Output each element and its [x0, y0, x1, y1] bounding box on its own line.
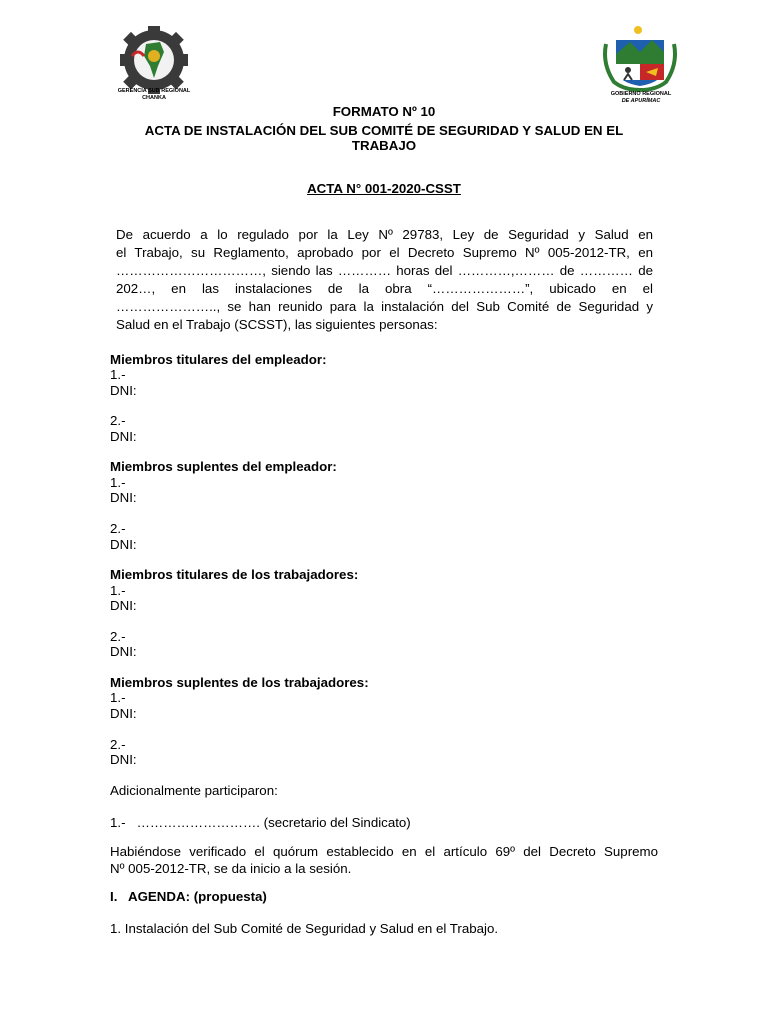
intro-paragraph [116, 226, 653, 334]
agenda-item: 1. Instalación del Sub Comité de Seguridad y Salud en el Trabajo. [110, 921, 499, 936]
gobierno-regional-logo [600, 24, 682, 108]
entry-number: 1.- [110, 367, 126, 382]
quorum-paragraph [110, 843, 658, 877]
entry-number: 1.- [110, 583, 126, 598]
entry-dni: DNI: [110, 537, 137, 552]
gerencia-sub-regional-logo [112, 26, 196, 108]
section-heading: Miembros suplentes de los trabajadores: [110, 675, 369, 690]
section-heading: Miembros titulares de los trabajadores: [110, 567, 359, 582]
logo-caption-line1: GERENCIA SUB REGIONAL [117, 88, 191, 94]
entry-number: 2.- [110, 629, 126, 644]
entry-number: 1.- [110, 690, 126, 705]
intro-line: el Trabajo, su Reglamento, aprobado por el Decreto Supremo Nº 005-2012-TR, en [116, 245, 653, 260]
entry-dni: DNI: [110, 644, 137, 659]
entry-dni: DNI: [110, 429, 137, 444]
logo-caption-line2: CHANKA [142, 95, 166, 101]
formato-number: FORMATO Nº 10 [332, 104, 436, 119]
regional-coat-of-arms-icon [600, 24, 682, 92]
additional-participant-item: 1.- ………………………. (secretario del Sindicato) [110, 815, 411, 830]
quorum-line: Habiéndose verificado el quórum establecido en el artículo 69º del Decreto Supremo [110, 844, 658, 859]
entry-dni: DNI: [110, 383, 137, 398]
additional-participants-label: Adicionalmente participaron: [110, 783, 278, 798]
entry-dni: DNI: [110, 752, 137, 767]
entry-number: 2.- [110, 521, 126, 536]
acta-number-text: ACTA N° 001-2020-CSST [307, 181, 461, 196]
entry-number: 2.- [110, 737, 126, 752]
entry-number: 1.- [110, 475, 126, 490]
document-title-line1: ACTA DE INSTALACIÓN DEL SUB COMITÉ DE SEGURIDAD Y SALUD EN EL [144, 123, 624, 138]
entry-dni: DNI: [110, 706, 137, 721]
intro-line: ………………….., se han reunido para la instalación del Sub Comité de Seguridad y [116, 299, 653, 314]
intro-line: ……………………………, siendo las ………… horas del …………,……… de ………… de [116, 263, 653, 278]
intro-line: Salud en el Trabajo (SCSST), las siguientes personas: [116, 317, 438, 332]
intro-line: De acuerdo a lo regulado por la Ley Nº 29783, Ley de Seguridad y Salud en [116, 227, 653, 242]
entry-dni: DNI: [110, 490, 137, 505]
agenda-heading: I. AGENDA: (propuesta) [110, 889, 267, 904]
gear-emblem-icon [112, 26, 196, 96]
section-heading: Miembros suplentes del empleador: [110, 459, 337, 474]
quorum-line: Nº 005-2012-TR, se da inicio a la sesión. [110, 861, 352, 876]
section-heading: Miembros titulares del empleador: [110, 352, 327, 367]
acta-number [0, 181, 768, 197]
entry-dni: DNI: [110, 598, 137, 613]
intro-line: 202…, en las instalaciones de la obra “…………………”, ubicado en el [116, 281, 653, 296]
entry-number: 2.- [110, 413, 126, 428]
document-title-line2: TRABAJO [351, 138, 417, 153]
logo-caption-line2: DE APURÍMAC [621, 98, 661, 104]
logo-caption-line1: GOBIERNO REGIONAL [610, 91, 672, 97]
